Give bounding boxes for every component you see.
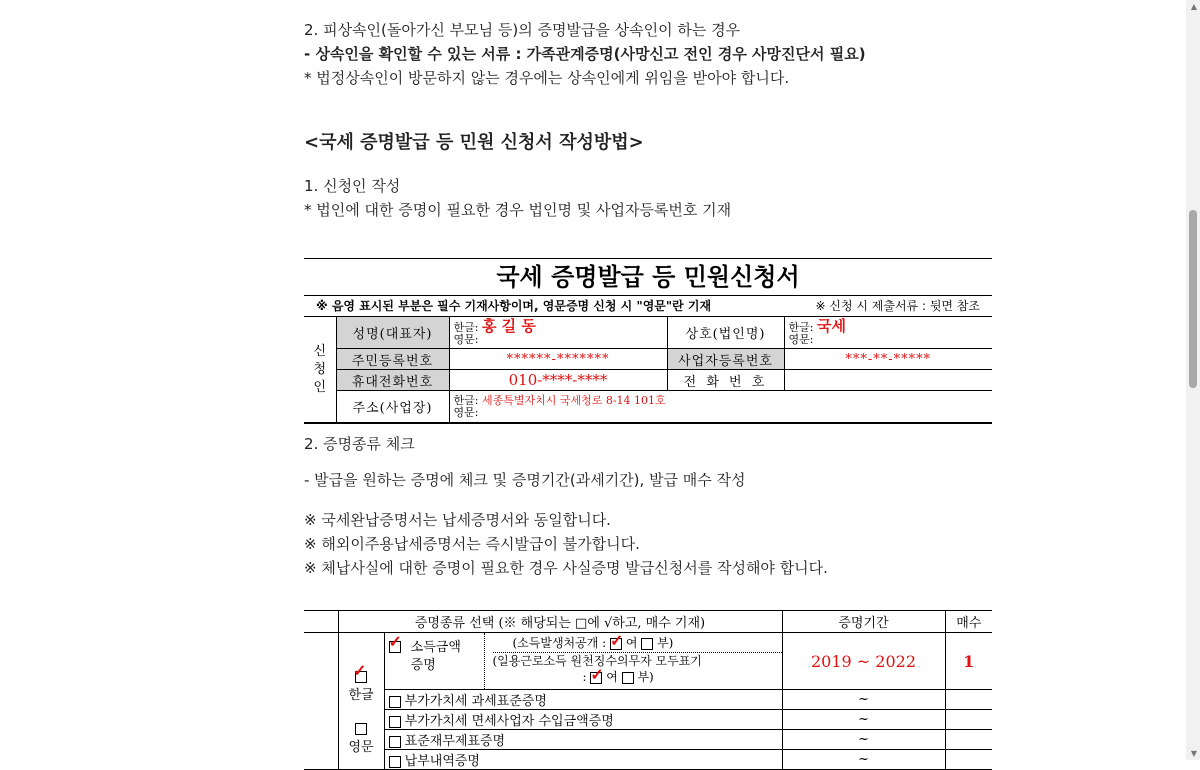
intro-line-2: - 상속인을 확인할 수 있는 서류 : 가족관계증명(사망신고 전인 경우 사망진단서 필요) [304, 45, 866, 63]
section-heading: <국세 증명발급 등 민원 신청서 작성방법> [304, 132, 644, 153]
name-label: 성명(대표자) [336, 317, 449, 349]
cert-row [384, 690, 782, 710]
header-select: 증명종류 선택 (※ 해당되는 □에 √하고, 매수 기재) [338, 611, 782, 633]
income-opt1: (소득발생처공개 : [512, 636, 610, 650]
kor-label: 한글: [788, 320, 814, 334]
eng-label: 영문: [453, 332, 479, 346]
language-cell [338, 633, 384, 770]
step2-note-1: ※ 국세완납증명서는 납세증명서와 동일합니다. [304, 511, 611, 529]
lang-kor: 한글 [348, 688, 374, 703]
step2-note-3: ※ 체납사실에 대한 증명이 필요한 경우 사실증명 발급신청서를 작성해야 합니다. [304, 559, 828, 577]
address-cell [449, 391, 992, 423]
cert-period: ~ [782, 750, 945, 770]
step2-line: - 발급을 원하는 증명에 체크 및 증명기간(과세기간), 발급 매수 작성 [304, 471, 746, 489]
yes-label: 여 [606, 670, 618, 684]
brn-label: 사업자등록번호 [667, 349, 784, 370]
eng-label: 영문: [788, 332, 814, 346]
check-mark-icon: ✓ [610, 631, 624, 650]
step2-section [304, 432, 994, 580]
check-mark-icon: ✓ [353, 661, 367, 680]
cert-period: ~ [782, 690, 945, 710]
name-cell [449, 317, 667, 349]
opt2-no-checkbox[interactable] [622, 672, 634, 684]
period-value: 2019 ~ 2022 [782, 633, 945, 690]
cert-label: 표준재무제표증명 [404, 734, 506, 749]
cert-label: 부가가치세 과세표준증명 [404, 694, 547, 709]
step1-note: * 법인에 대한 증명이 필요한 경우 법인명 및 사업자등록번호 기재 [304, 201, 732, 219]
cert-label: 납부내역증명 [404, 754, 480, 769]
cert-row [384, 730, 782, 750]
form-title: 국세 증명발급 등 민원신청서 [496, 262, 800, 291]
intro-line-1: 2. 피상속인(돌아가신 부모님 등)의 증명발급을 상속인이 하는 경우 [304, 21, 741, 39]
kor-label: 한글: [453, 393, 479, 407]
address-label: 주소(사업장) [336, 391, 449, 423]
application-form-sample [304, 258, 992, 424]
header-period: 증명기간 [782, 611, 945, 633]
cert-period: ~ [782, 710, 945, 730]
brn-value: ***-**-***** [784, 349, 992, 370]
step2-note-2: ※ 해외이주용납세증명서는 즉시발급이 불가합니다. [304, 535, 640, 553]
income-label: 소득금액 증명 [410, 640, 461, 673]
form-note-left: ※ 음영 표시된 부분은 필수 기재사항이며, 영문증명 신청 시 "영문"란 기재 [316, 299, 712, 313]
check-mark-icon: ✓ [388, 632, 402, 651]
certificate-table [304, 610, 992, 770]
check-mark-icon: ✓ [590, 665, 604, 684]
cert-label: 부가가치세 면세사업자 수입금액증명 [404, 714, 614, 729]
no-label: 부 [637, 670, 650, 684]
address-value: 세종특별자치시 국세청로 8-14 101호 [481, 393, 666, 407]
header-count: 매수 [945, 611, 992, 633]
applicant-side-label: 신 청 인 [304, 317, 336, 423]
form-note [304, 295, 992, 316]
income-cert-cell: ✓ 소득금액 증명 (소득발생처공개 : ✓ 여 부) (일용근로소득 원천징수의무자 모두표기 : ✓ 여 부) [384, 633, 782, 690]
phone-value: 010-****-**** [449, 370, 667, 391]
cert-checkbox[interactable] [389, 716, 401, 728]
cert-row [384, 710, 782, 730]
company-cell [784, 317, 992, 349]
opt1-no-checkbox[interactable] [641, 638, 653, 650]
intro-line-3: * 법정상속인이 방문하지 않는 경우에는 상속인에게 위임을 받아야 합니다. [304, 69, 790, 87]
vertical-scrollbar[interactable] [1186, 0, 1200, 760]
cert-checkbox[interactable] [389, 736, 401, 748]
step1-title: 1. 신청인 작성 [304, 177, 401, 195]
phone-label: 휴대전화번호 [336, 370, 449, 391]
eng-label: 영문: [453, 405, 479, 419]
tel-label: 전 화 번 호 [667, 370, 784, 391]
yes-label: 여 [625, 636, 638, 650]
no-label: 부 [657, 636, 669, 650]
cert-checkbox[interactable] [389, 696, 401, 708]
kor-label: 한글: [453, 320, 479, 334]
rrn-label: 주민등록번호 [336, 349, 449, 370]
lang-eng: 영문 [348, 740, 374, 755]
cert-period: ~ [782, 730, 945, 750]
scrollbar-thumb[interactable] [1189, 210, 1197, 388]
count-value: 1 [945, 633, 992, 690]
applicant-table [304, 316, 992, 423]
scroll-down-arrow-icon[interactable]: ▼ [1190, 749, 1197, 758]
form-note-right: ※ 신청 시 제출서류 : 뒷면 참조 [815, 299, 980, 313]
guide-content [304, 18, 994, 222]
scroll-up-arrow-icon[interactable]: ▲ [1190, 2, 1197, 11]
income-opt2: (일용근로소득 원천징수의무자 모두표기 [492, 654, 702, 668]
tel-value [784, 370, 992, 391]
name-value: 홍 길 동 [481, 316, 536, 335]
certificate-type-form-sample [304, 610, 992, 770]
cert-checkbox[interactable] [389, 756, 401, 768]
company-label: 상호(법인명) [667, 317, 784, 349]
company-value: 국세 [816, 316, 846, 335]
step2-title: 2. 증명종류 체크 [304, 435, 415, 453]
rrn-value: ******-******* [449, 349, 667, 370]
eng-checkbox[interactable] [355, 723, 367, 735]
